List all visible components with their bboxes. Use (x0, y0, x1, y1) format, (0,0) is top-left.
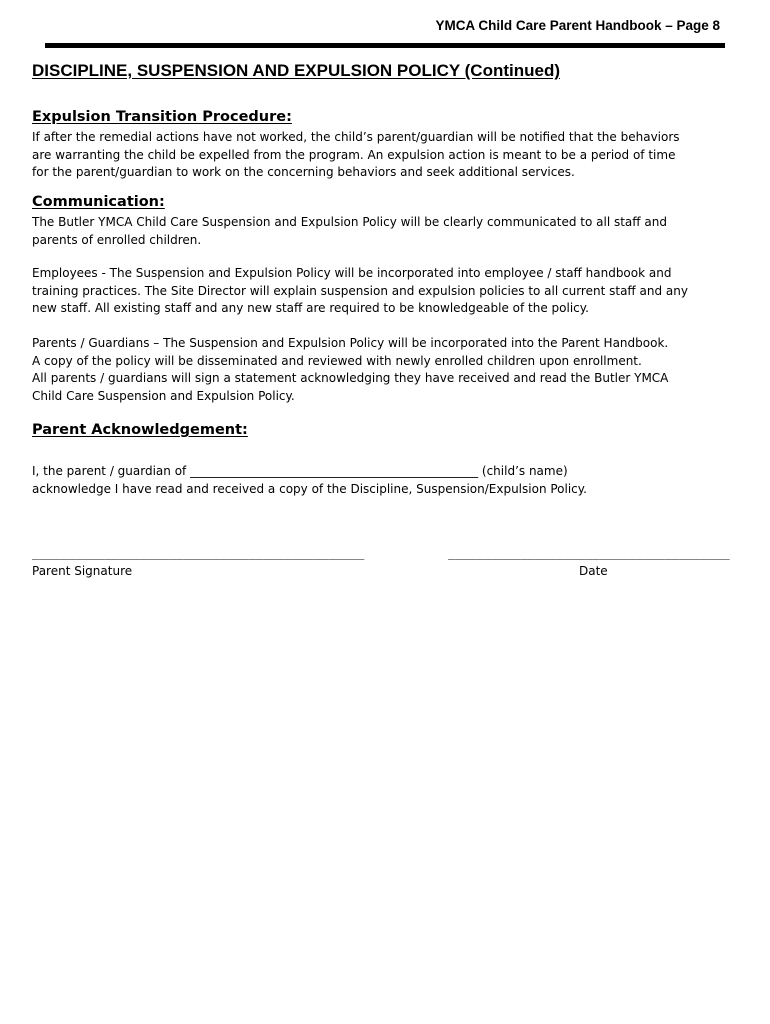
expulsion-heading: Expulsion Transition Procedure: (32, 109, 292, 125)
text-line: for the parent/guardian to work on the concerning behaviors and seek additional services. (32, 165, 575, 179)
text-line: Parents / Guardians – The Suspension and Expulsion Policy will be incorporated into the Parent Handbook. (32, 336, 669, 350)
text-line: new staff. All existing staff and any new staff are required to be knowledgeable of the policy. (32, 301, 589, 315)
page-title: DISCIPLINE, SUSPENSION AND EXPULSION POLICY (Continued) (32, 61, 560, 80)
text-line: A copy of the policy will be disseminated and reviewed with newly enrolled children upon enrollment. (32, 353, 642, 368)
text-line: Child Care Suspension and Expulsion Policy. (32, 388, 295, 403)
header-title: YMCA Child Care Parent Handbook – Page 8 (435, 18, 720, 33)
employees-paragraph (32, 265, 737, 318)
signature-label: Parent Signature (32, 564, 133, 578)
header-rule (45, 43, 725, 48)
expulsion-paragraph (32, 129, 737, 182)
text-line: If after the remedial actions have not worked, the child’s parent/guardian will be notified that the behaviors (32, 130, 680, 144)
signature-line: ______________________________________________ (32, 546, 365, 560)
communication-heading: Communication: (32, 194, 165, 210)
acknowledgement-heading: Parent Acknowledgement: (32, 422, 248, 438)
parents-paragraph (32, 335, 737, 405)
text-line: are warranting the child be expelled from the program. An expulsion action is meant to be a period of time (32, 147, 676, 162)
text-line: training practices. The Site Director will explain suspension and expulsion policies to all current staff and any (32, 283, 688, 298)
communication-intro-paragraph (32, 214, 737, 249)
text-line: acknowledge I have read and received a copy of the Discipline, Suspension/Expulsion Policy. (32, 481, 587, 496)
date-line: _______________________________________ (448, 546, 730, 560)
text-line: Employees - The Suspension and Expulsion Policy will be incorporated into employee / staff handbook and (32, 266, 672, 280)
text-line: I, the parent / guardian of ________________________________________________ (child’s name) (32, 464, 568, 478)
text-line: parents of enrolled children. (32, 232, 202, 247)
acknowledgement-paragraph (32, 463, 737, 498)
date-label: Date (579, 564, 608, 578)
text-line: All parents / guardians will sign a statement acknowledging they have received and read the Butler YMCA (32, 371, 669, 385)
text-line: The Butler YMCA Child Care Suspension and Expulsion Policy will be clearly communicated to all staff and (32, 215, 667, 229)
